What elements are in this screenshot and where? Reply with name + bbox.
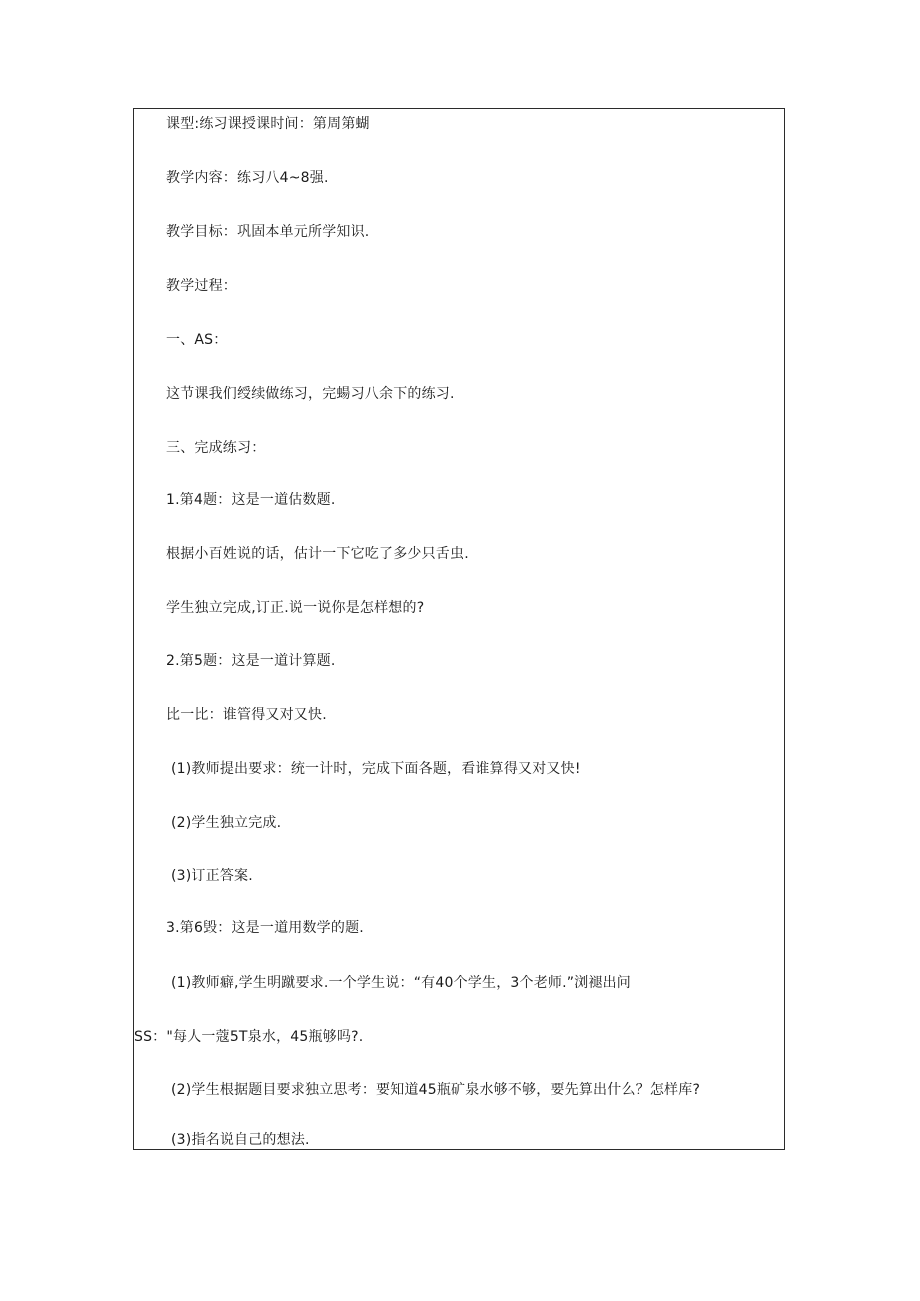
exercise-4-followup: 学生独立完成,订正.说一说你是怎样想的? — [166, 600, 425, 616]
exercise-6-heading: 3.第6毁：这是一道用数学的题. — [166, 920, 364, 936]
exercise-5-step-2: (2)学生独立完成. — [171, 815, 282, 831]
exercise-5-step-1: (1)教师提出要求：统一计时，完成下面各题，看谁算得又对又快! — [171, 761, 581, 777]
teaching-content-line: 教学内容：练习八4~8强. — [166, 170, 329, 186]
intro-paragraph: 这节课我们绶续做练习，完蝪习八余下的练习. — [166, 386, 455, 402]
exercise-6-step-1-continued: SS："每人一蔻5T泉水，45瓶够吗?. — [134, 1029, 364, 1045]
lesson-type-line: 课型:练习课授课时间：第周第蝴 — [166, 116, 370, 132]
exercise-4-heading: 1.第4题：这是一道估数题. — [166, 492, 336, 508]
teaching-goal-line: 教学目标：巩固本单元所学知识. — [166, 224, 370, 240]
teaching-process-heading: 教学过程： — [166, 278, 237, 294]
exercise-5-prompt: 比一比：谁管得又对又快. — [166, 707, 327, 723]
section-one-heading: 一、AS： — [166, 332, 228, 348]
section-three-heading: 三、完成练习： — [166, 440, 266, 456]
exercise-6-step-2: (2)学生根据题目要求独立思考：要知道45瓶矿泉水够不够，要先算出什么？怎样库? — [171, 1082, 701, 1098]
exercise-4-paragraph: 根据小百姓说的话，估计一下它吃了多少只舌虫. — [166, 546, 469, 562]
exercise-5-step-3: (3)订正答案. — [171, 868, 253, 884]
exercise-6-step-3: (3)指名说自己的想法. — [171, 1132, 310, 1148]
exercise-6-step-1: (1)教师癖,学生明蹴要求.一个学生说：“有40个学生，3个老师.”浏褪出问 — [171, 975, 632, 991]
table-border — [133, 108, 785, 1150]
exercise-5-heading: 2.第5题：这是一道计算题. — [166, 653, 336, 669]
